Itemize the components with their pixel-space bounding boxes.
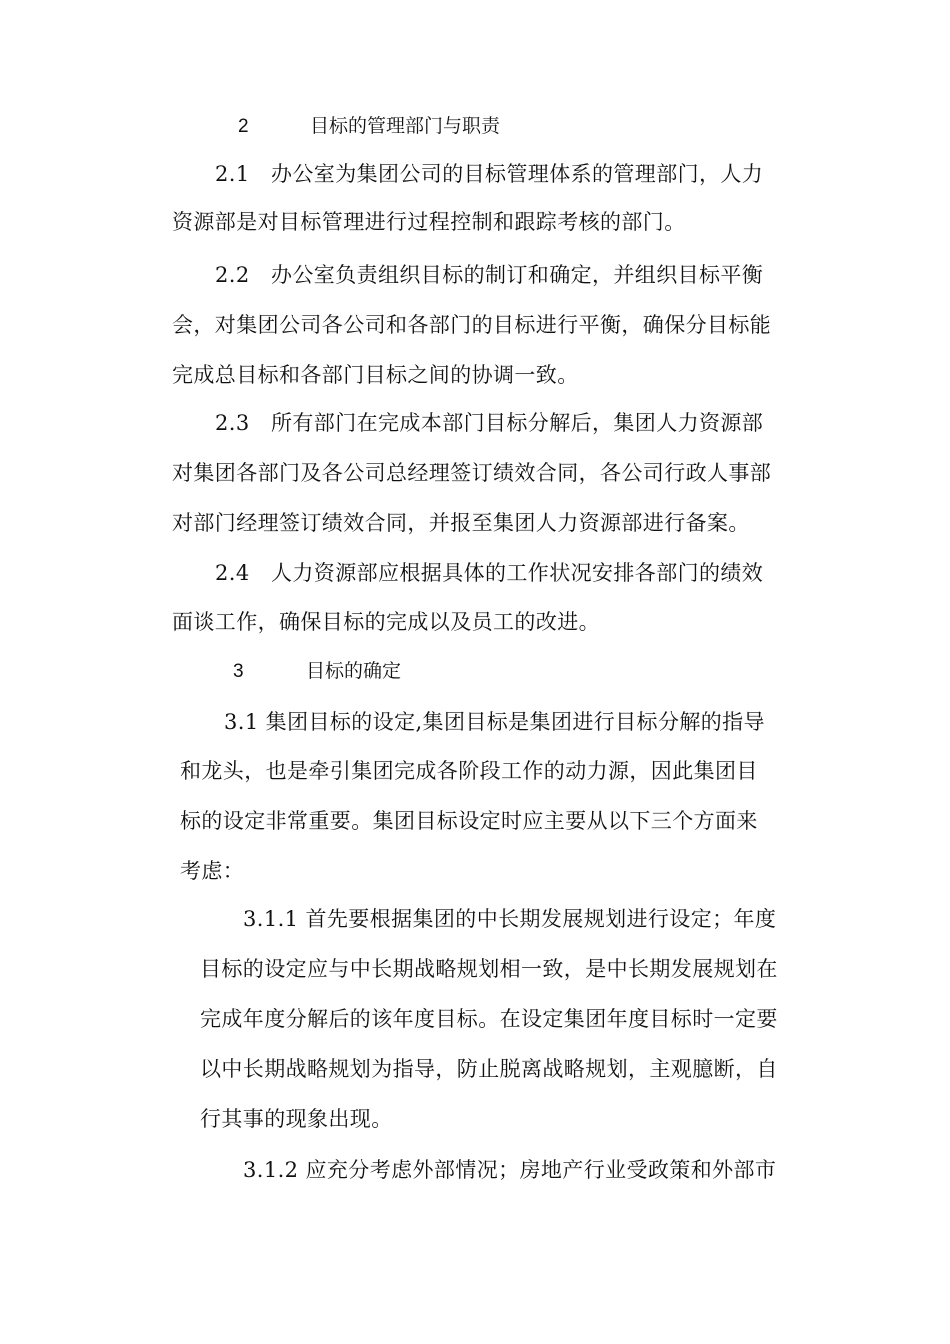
- section-2-number: 2: [238, 116, 249, 137]
- item-3-1-line-4: 考虑：: [180, 859, 245, 883]
- section-3-title: 目标的确定: [306, 660, 402, 682]
- item-2-4-line-1: 2.4 人力资源部应根据具体的工作状况安排各部门的绩效: [215, 561, 764, 585]
- item-2-1-line-2: 资源部是对目标管理进行过程控制和跟踪考核的部门。: [172, 210, 686, 234]
- item-2-2-line-3: 完成总目标和各部门目标之间的协调一致。: [172, 363, 579, 387]
- item-3-1-1-line-1: 3.1.1 首先要根据集团的中长期发展规划进行设定；年度: [243, 907, 777, 931]
- item-3-1-1-line-5: 行其事的现象出现。: [200, 1107, 393, 1131]
- section-3-heading: [233, 656, 401, 687]
- section-2-title: 目标的管理部门与职责: [310, 115, 501, 137]
- item-2-2-line-2: 会，对集团公司各公司和各部门的目标进行平衡，确保分目标能: [172, 313, 772, 337]
- item-2-3-line-3: 对部门经理签订绩效合同，并报至集团人力资源部进行备案。: [172, 511, 750, 535]
- item-3-1-2-line-1: 3.1.2 应充分考虑外部情况；房地产行业受政策和外部市: [243, 1158, 777, 1182]
- item-2-2-line-1: 2.2 办公室负责组织目标的制订和确定，并组织目标平衡: [215, 263, 764, 287]
- item-3-1-1-line-2: 目标的设定应与中长期战略规划相一致，是中长期发展规划在: [200, 957, 778, 981]
- item-3-1-line-1: 3.1 集团目标的设定,集团目标是集团进行目标分解的指导: [224, 710, 765, 734]
- item-2-3-line-2: 对集团各部门及各公司总经理签订绩效合同，各公司行政人事部: [172, 461, 772, 485]
- item-2-1-line-1: 2.1 办公室为集团公司的目标管理体系的管理部门，人力: [215, 162, 764, 186]
- item-2-4-line-2: 面谈工作，确保目标的完成以及员工的改进。: [172, 610, 600, 634]
- section-3-number: 3: [233, 661, 244, 682]
- item-3-1-line-2: 和龙头，也是牵引集团完成各阶段工作的动力源，因此集团目: [180, 759, 758, 783]
- item-3-1-1-line-4: 以中长期战略规划为指导，防止脱离战略规划，主观臆断，自: [200, 1057, 778, 1081]
- item-2-3-line-1: 2.3 所有部门在完成本部门目标分解后，集团人力资源部: [215, 411, 764, 435]
- section-2-heading: [238, 111, 500, 142]
- item-3-1-1-line-3: 完成年度分解后的该年度目标。在设定集团年度目标时一定要: [200, 1007, 778, 1031]
- item-3-1-line-3: 标的设定非常重要。集团目标设定时应主要从以下三个方面来: [180, 809, 758, 833]
